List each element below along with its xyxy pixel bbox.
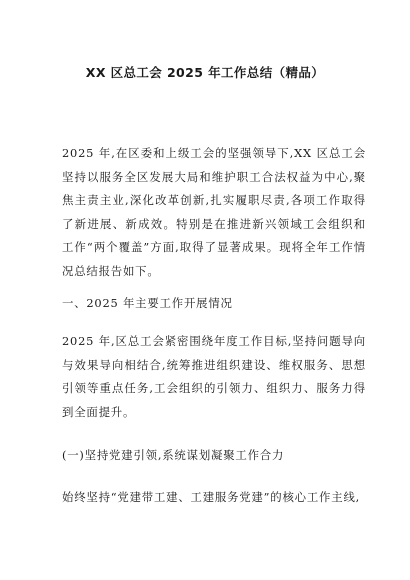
section-heading: 一、2025 年主要工作开展情况	[62, 296, 233, 310]
subsection-heading: (一)坚持党建引领,系统谋划凝聚工作合力	[62, 448, 285, 462]
subsection-paragraph: 始终坚持“党建带工建、工建服务党建”的核心工作主线,	[62, 490, 361, 504]
section-paragraph: 2025 年,区总工会紧密围绕年度工作目标,坚持问题导向与效果导向相结合,统筹推进组织建设、维权服务、思想引领等重点任务,工会组织的引领力、组织力、服务力得到全面提升。	[62, 334, 366, 419]
intro-paragraph: 2025 年,在区委和上级工会的坚强领导下,XX 区总工会坚持以服务全区发展大局和维护职工合法权益为中心,聚焦主责主业,深化改革创新,扎实履职尽责,各项工作取得了新进展、新成效。特别是在推进新兴领域工会组织和工作“两个覆盖”方面,取得了显著成果。现将全年工作情况总结报告如下。	[62, 146, 366, 278]
document-title: XX 区总工会 2025 年工作总结（精品）	[85, 65, 325, 80]
